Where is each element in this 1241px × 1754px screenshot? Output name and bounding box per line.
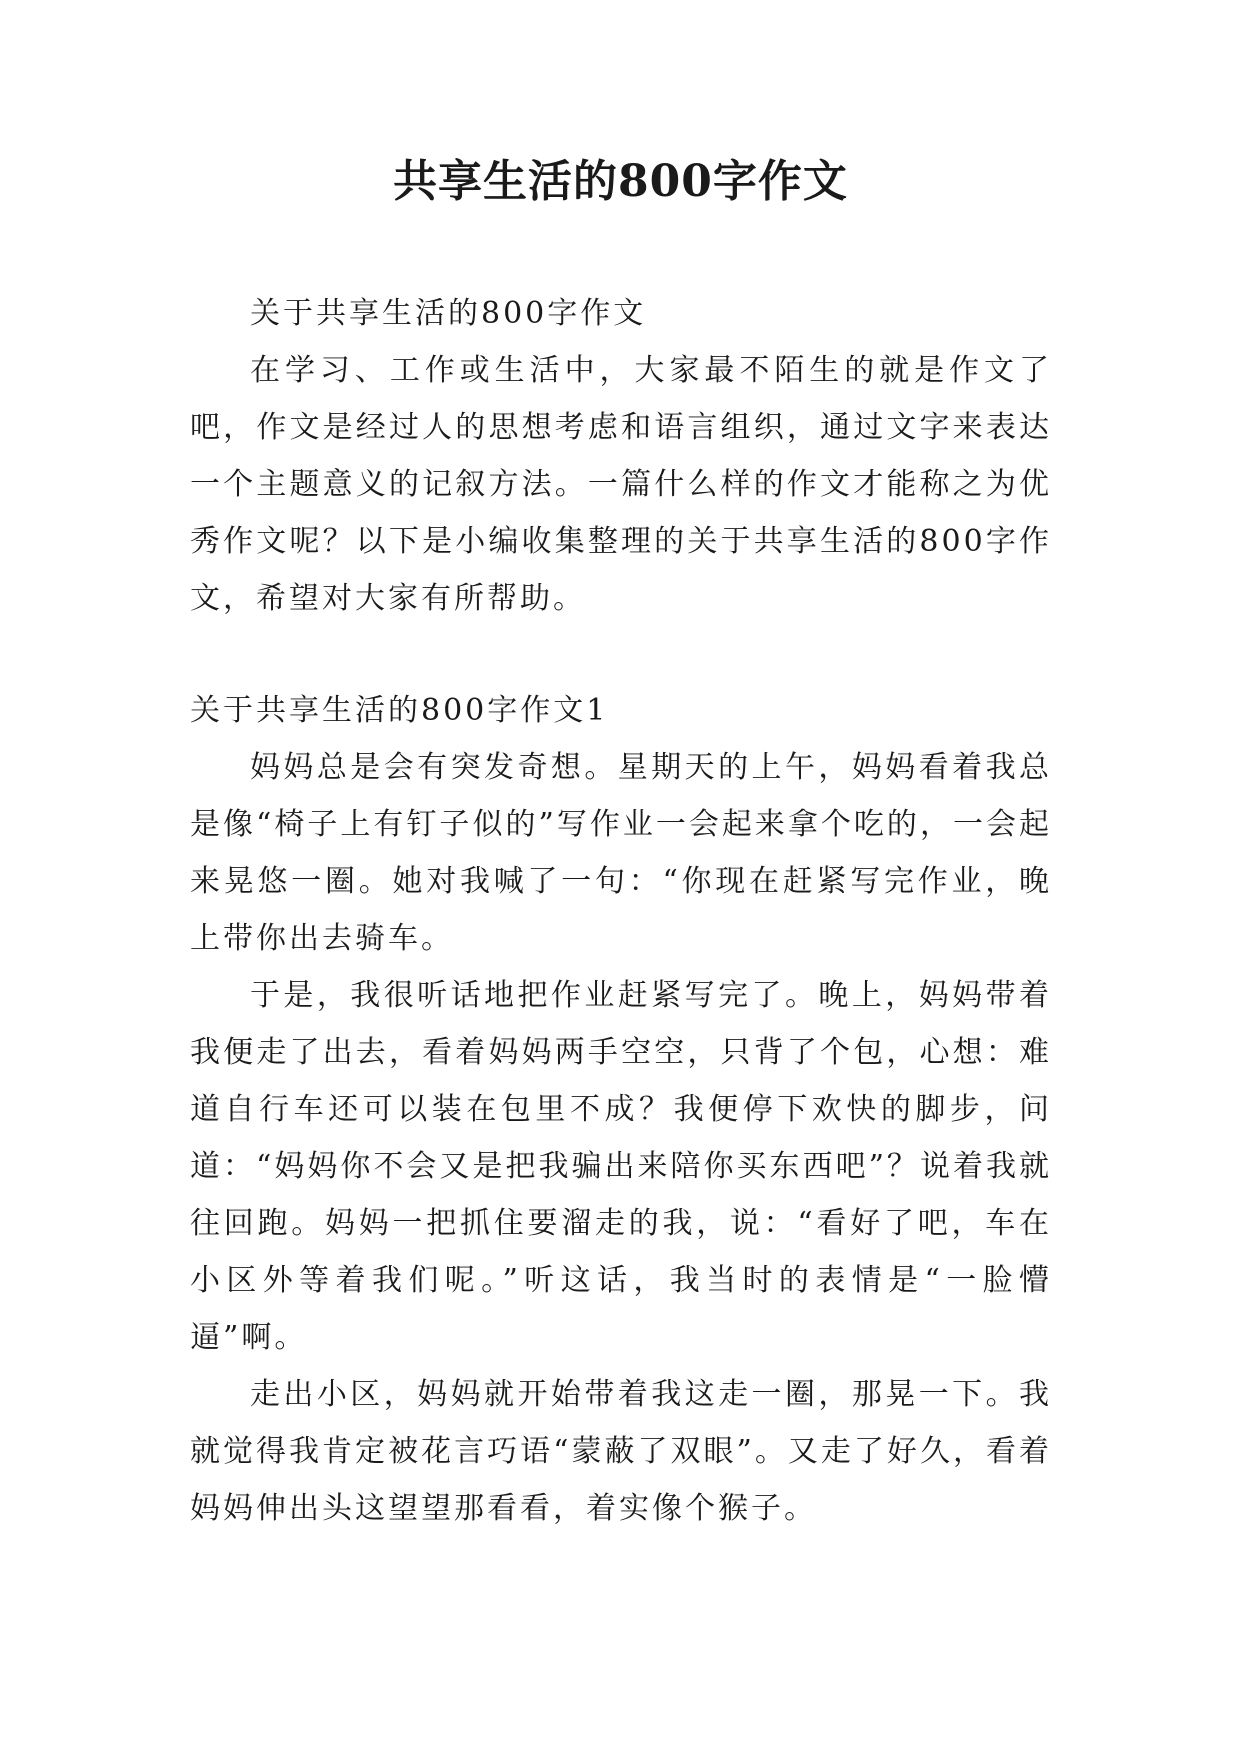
essay-1-paragraph-3: 走出小区，妈妈就开始带着我这走一圈，那晃一下。我就觉得我肯定被花言巧语“蒙蔽了双眼”。又走了好久，看着妈妈伸出头这望望那看看，着实像个猴子。 (190, 1377, 1052, 1526)
intro-paragraph: 在学习、工作或生活中，大家最不陌生的就是作文了吧，作文是经过人的思想考虑和语言组织，通过文字来表达一个主题意义的记叙方法。一篇什么样的作文才能称之为优秀作文呢？以下是小编收集整理的关于共享生活的800字作文，希望对大家有所帮助。 (190, 353, 1052, 616)
document-body (190, 285, 1052, 1537)
essay-1-paragraph-1: 妈妈总是会有突发奇想。星期天的上午，妈妈看着我总是像“椅子上有钉子似的”写作业一会起来拿个吃的，一会起来晃悠一圈。她对我喊了一句：“你现在赶紧写完作业，晚上带你出去骑车。 (190, 750, 1052, 956)
intro-heading: 关于共享生活的800字作文 (250, 296, 647, 331)
section-spacer (190, 627, 1052, 682)
essay-1-paragraph-2: 于是，我很听话地把作业赶紧写完了。晚上，妈妈带着我便走了出去，看着妈妈两手空空，只背了个包，心想：难道自行车还可以装在包里不成？我便停下欢快的脚步，问道：“妈妈你不会又是把我骗出来陪你买东西吧”？说着我就往回跑。妈妈一把抓住要溜走的我，说：“看好了吧，车在小区外等着我们呢。”听这话，我当时的表情是“一脸懵逼”啊。 (190, 978, 1052, 1355)
essay-1-heading: 关于共享生活的800字作文1 (190, 693, 609, 728)
document-title: 共享生活的800字作文 (393, 156, 848, 207)
